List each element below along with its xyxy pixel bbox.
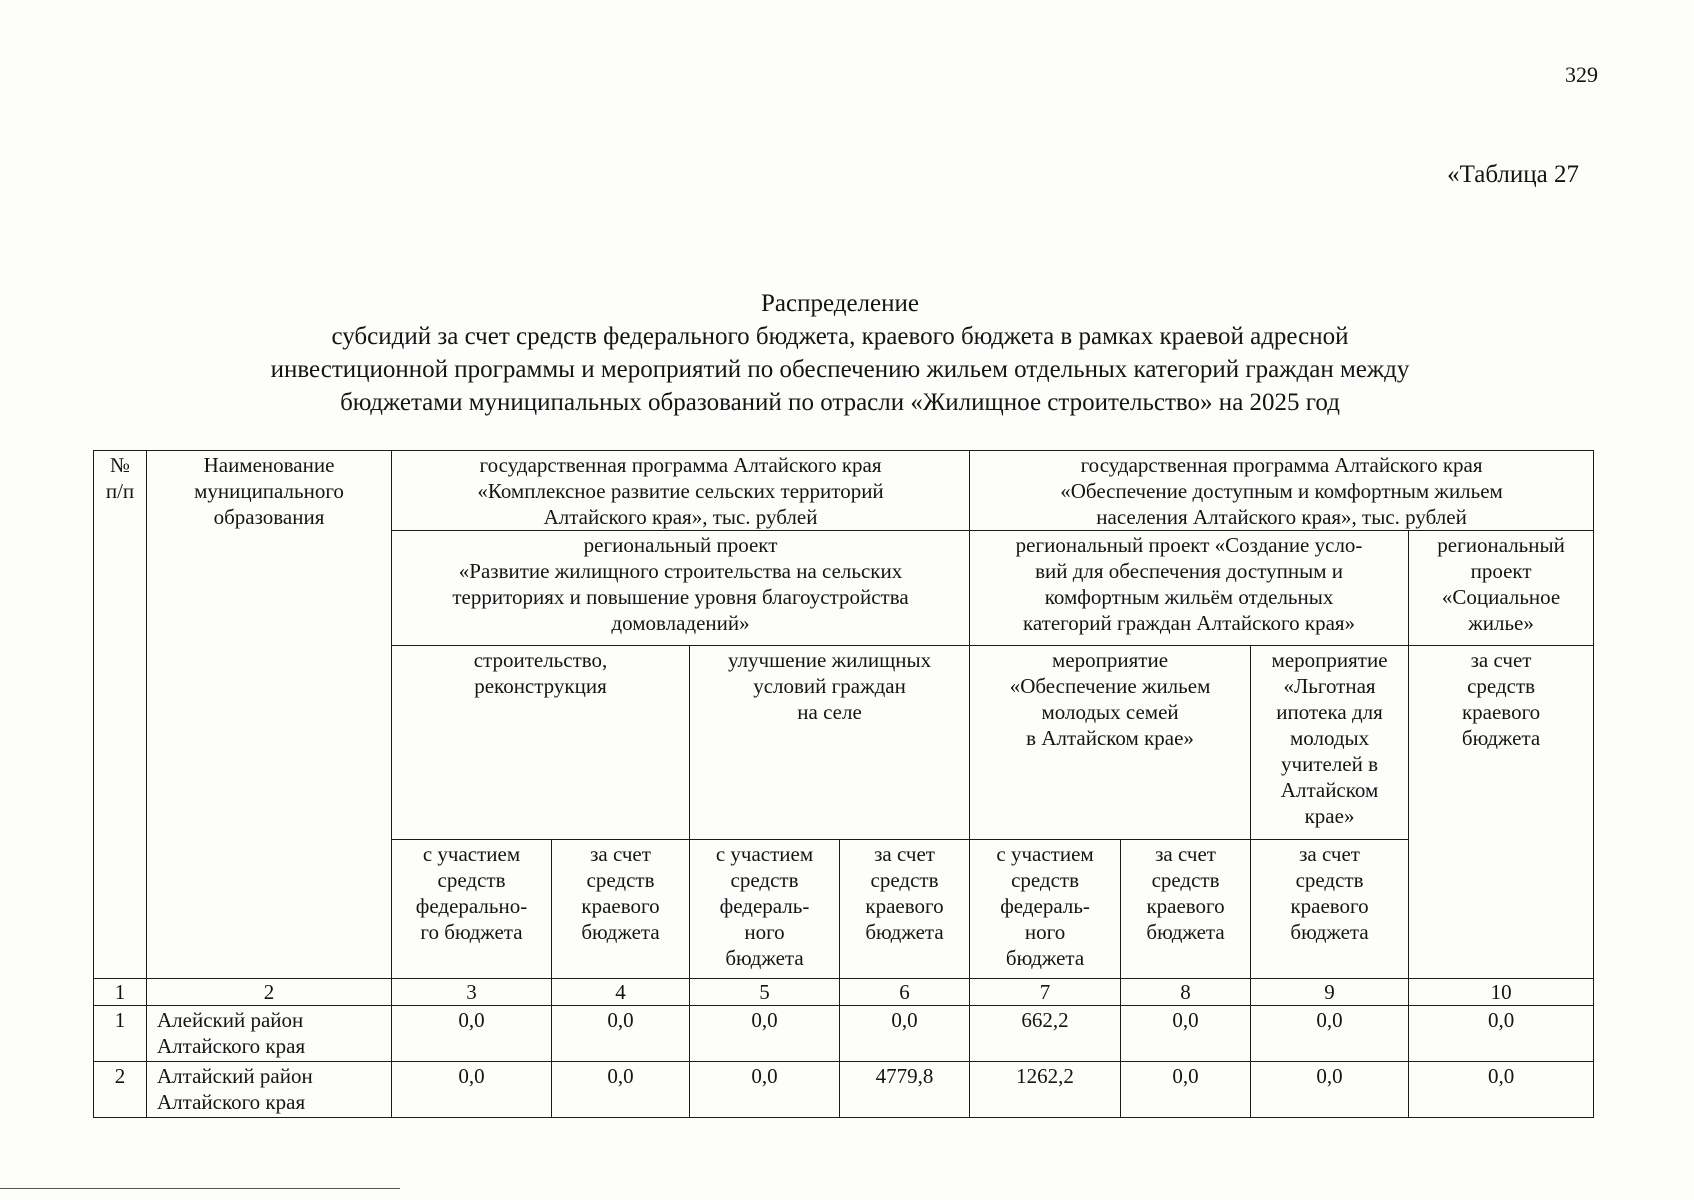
header-event-regional-budget: за счет средств краевого бюджета: [1409, 646, 1594, 979]
title-line: Распределение: [761, 290, 919, 317]
value-cell: 662,2: [970, 1006, 1121, 1062]
column-number: 10: [1409, 979, 1594, 1006]
column-number: 8: [1121, 979, 1251, 1006]
column-number-row: [94, 979, 1594, 1006]
column-number: 5: [690, 979, 840, 1006]
column-number: 7: [970, 979, 1121, 1006]
value-cell: 0,0: [1409, 1062, 1594, 1118]
title-line: субсидий за счет средств федерального бюджета, краевого бюджета в рамках краевой адресной: [331, 323, 1349, 350]
column-number: 1: [94, 979, 147, 1006]
municipality-name: Алейский район Алтайского края: [147, 1006, 392, 1062]
header-event-young-families: мероприятие «Обеспечение жильем молодых семей в Алтайском крае»: [970, 646, 1251, 840]
title-line: инвестиционной программы и мероприятий по обеспечению жильем отдельных категорий граждан между: [270, 356, 1410, 383]
value-cell: 0,0: [392, 1006, 552, 1062]
column-number: 2: [147, 979, 392, 1006]
header-event-teacher-mortgage: мероприятие «Льготная ипотека для молодых учителей в Алтайском крае»: [1251, 646, 1409, 840]
document-title: [80, 287, 1600, 419]
table-row: [94, 1006, 1594, 1062]
header-program-rural: государственная программа Алтайского края «Комплексное развитие сельских территорий Алтайского края», тыс. рублей: [392, 451, 970, 531]
value-cell: 0,0: [392, 1062, 552, 1118]
column-number: 3: [392, 979, 552, 1006]
header-municipality: Наименование муниципального образования: [147, 451, 392, 979]
column-number: 9: [1251, 979, 1409, 1006]
table-row: [94, 1062, 1594, 1118]
value-cell: 0,0: [840, 1006, 970, 1062]
table-label: «Таблица 27: [1447, 161, 1579, 188]
header-col-6: за счет средств краевого бюджета: [840, 840, 970, 979]
value-cell: 0,0: [1251, 1062, 1409, 1118]
value-cell: 0,0: [1121, 1006, 1251, 1062]
header-event-rural-conditions: улучшение жилищных условий граждан на селе: [690, 646, 970, 840]
column-number: 6: [840, 979, 970, 1006]
header-col-8: за счет средств краевого бюджета: [1121, 840, 1251, 979]
header-col-9: за счет средств краевого бюджета: [1251, 840, 1409, 979]
title-line: бюджетами муниципальных образований по отрасли «Жилищное строительство» на 2025 год: [340, 389, 1340, 416]
column-number: 4: [552, 979, 690, 1006]
value-cell: 0,0: [552, 1062, 690, 1118]
value-cell: 4779,8: [840, 1062, 970, 1118]
header-number: № п/п: [94, 451, 147, 979]
value-cell: 0,0: [1251, 1006, 1409, 1062]
header-col-4: за счет средств краевого бюджета: [552, 840, 690, 979]
value-cell: 0,0: [1409, 1006, 1594, 1062]
value-cell: 0,0: [1121, 1062, 1251, 1118]
header-project-affordable-housing: региональный проект «Создание усло- вий для обеспечения доступным и комфортным жильём отдельных категорий граждан Алтайского края»: [970, 531, 1409, 646]
row-number: 2: [94, 1062, 147, 1118]
value-cell: 0,0: [690, 1006, 840, 1062]
header-row-programs: [94, 451, 1594, 531]
footer-rule: [0, 1188, 400, 1189]
header-project-social-housing: региональный проект «Социальное жилье»: [1409, 531, 1594, 646]
header-col-5: с участием средств федераль- ного бюджета: [690, 840, 840, 979]
value-cell: 0,0: [552, 1006, 690, 1062]
value-cell: 1262,2: [970, 1062, 1121, 1118]
municipality-name: Алтайский район Алтайского края: [147, 1062, 392, 1118]
page-number: 329: [1565, 62, 1598, 87]
header-program-housing: государственная программа Алтайского края «Обеспечение доступным и комфортным жильем населения Алтайского края», тыс. рублей: [970, 451, 1594, 531]
distribution-table: [93, 450, 1594, 1118]
header-col-3: с участием средств федерально- го бюджета: [392, 840, 552, 979]
value-cell: 0,0: [690, 1062, 840, 1118]
header-col-7: с участием средств федераль- ного бюджета: [970, 840, 1121, 979]
header-event-construction: строительство, реконструкция: [392, 646, 690, 840]
row-number: 1: [94, 1006, 147, 1062]
header-project-rural-housing: региональный проект «Развитие жилищного строительства на сельских территориях и повышение уровня благоустройства домовладений»: [392, 531, 970, 646]
